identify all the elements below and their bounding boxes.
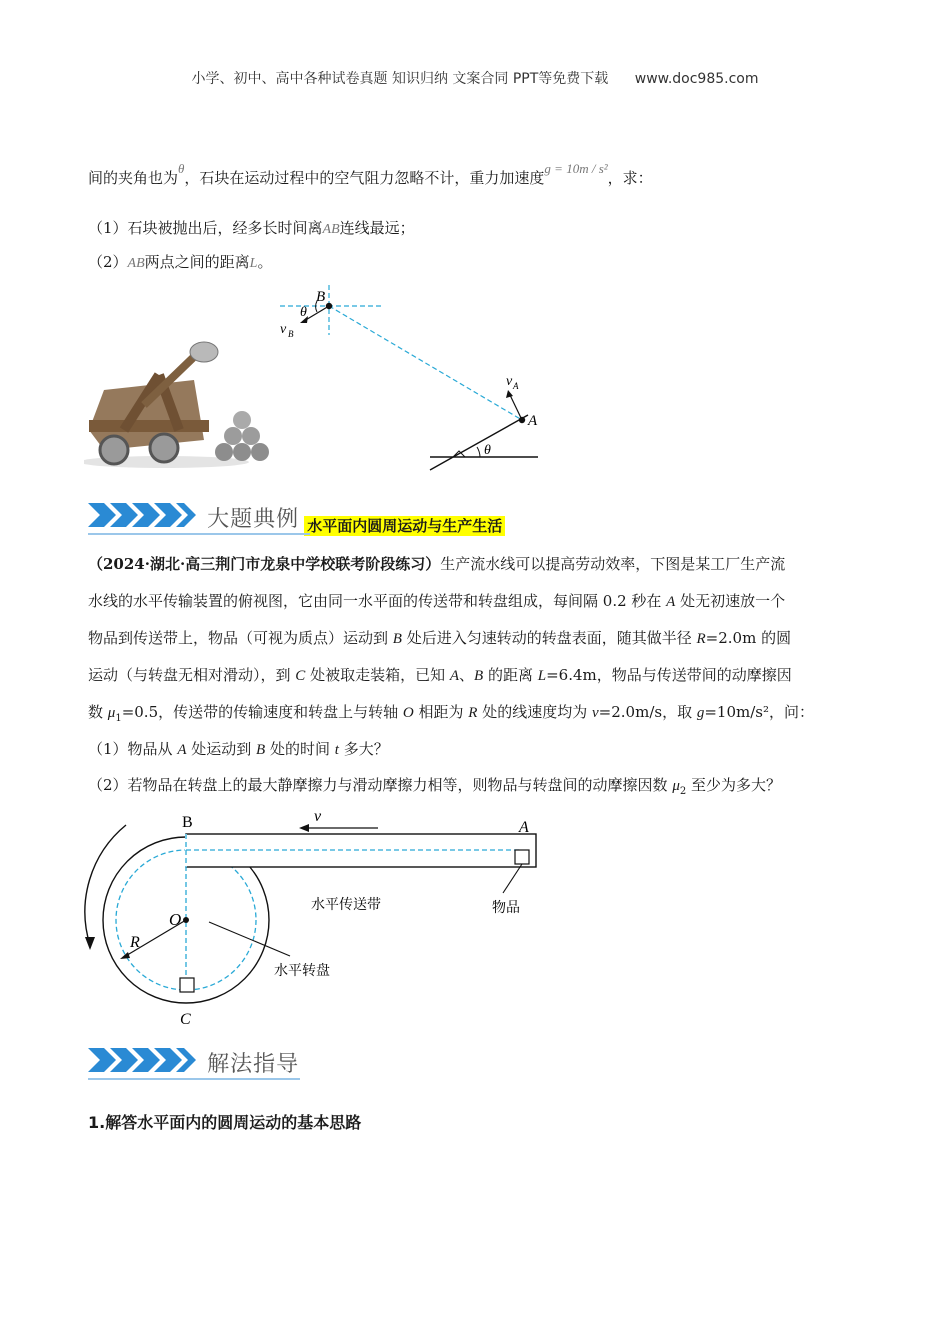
banner-title: 解法指导 bbox=[207, 1051, 300, 1077]
fig2-label-B: B bbox=[182, 814, 193, 831]
example-question2: （2）若物品在转盘上的最大静摩擦力与滑动摩擦力相等，则物品与转盘间的动摩擦因数 $\mu_2$ 至少为多大？ bbox=[88, 776, 782, 797]
example-line4: 运动（与转盘无相对滑动），到 C 处被取走装箱，已知 A、B 的距离 L=6.4m，物品与传送带间的动摩擦因 bbox=[88, 666, 792, 684]
label-vB-sub: B bbox=[288, 329, 294, 339]
g-formula: g = 10m / s² bbox=[544, 161, 608, 176]
chevron-arrows-icon bbox=[88, 1043, 196, 1081]
label-theta-A: θ bbox=[484, 443, 491, 458]
label-vA-sub: A bbox=[513, 381, 519, 391]
chevron-arrows-icon bbox=[88, 498, 196, 536]
label-vA: v bbox=[506, 374, 513, 389]
example-line2: 水线的水平传输装置的俯视图，它由同一水平面的传送带和转盘组成，每间隔 0.2 秒在 A 处无初速放一个 bbox=[88, 592, 786, 610]
header-text: 小学、初中、高中各种试卷真题 知识归纳 文案合同 PPT等免费下载 bbox=[191, 71, 609, 87]
example-line5: 数 $\mu_1=0.5$，传送带的传输速度和转盘上与转轴 O 相距为 R 处的线速度均为 v=2.0m/s，取 g=10m/s²，问： bbox=[88, 703, 814, 724]
section-heading: 1.解答水平面内的圆周运动的基本思路 bbox=[88, 1113, 362, 1132]
theta-symbol: θ bbox=[178, 161, 185, 176]
catapult-illustration bbox=[84, 330, 274, 470]
label-theta-B: θ bbox=[300, 305, 307, 320]
problem1-line1: 间的夹角也为θ，石块在运动过程中的空气阻力忽略不计，重力加速度g = 10m / s²，求： bbox=[88, 161, 653, 187]
example-source: （2024·湖北·高三荆门市龙泉中学校联考阶段练习） bbox=[88, 555, 441, 573]
fig2-label-C: C bbox=[180, 1011, 191, 1028]
fig2-item-label: 物品 bbox=[492, 901, 520, 916]
banner-title: 大题典例 bbox=[207, 506, 300, 532]
fig2-label-O: O bbox=[169, 910, 182, 929]
fig2-belt-label: 水平传送带 bbox=[311, 898, 381, 913]
projectile-diagram bbox=[270, 285, 560, 475]
problem1-question1: （1）石块被抛出后，经多长时间离AB连线最远； bbox=[88, 219, 415, 237]
page-header bbox=[0, 68, 950, 88]
fig2-label-v: v bbox=[314, 808, 322, 825]
label-vB: v bbox=[280, 322, 287, 337]
problem1-question2: （2）AB两点之间的距离L。 bbox=[88, 253, 273, 271]
highlight-topic: 水平面内圆周运动与生产生活 bbox=[304, 516, 505, 536]
label-B: B bbox=[316, 289, 326, 305]
fig2-disk-label: 水平转盘 bbox=[274, 964, 330, 979]
header-site-link[interactable]: www.doc985.com bbox=[634, 71, 759, 87]
example-line1: （2024·湖北·高三荆门市龙泉中学校联考阶段练习）生产流水线可以提高劳动效率，下图是某工厂生产流 bbox=[88, 555, 786, 573]
conveyor-turntable-diagram bbox=[78, 805, 548, 1035]
banner-underline bbox=[88, 1077, 300, 1081]
example-line3: 物品到传送带上，物品（可视为质点）运动到 B 处后进入匀速转动的转盘表面，随其做半径 R=2.0m 的圆 bbox=[88, 629, 792, 647]
banner-underline bbox=[88, 532, 310, 536]
fig2-label-R: R bbox=[130, 934, 140, 951]
label-A: A bbox=[528, 413, 538, 429]
fig2-label-A: A bbox=[519, 819, 529, 836]
example-question1: （1）物品从 A 处运动到 B 处的时间 t 多大？ bbox=[88, 740, 389, 758]
